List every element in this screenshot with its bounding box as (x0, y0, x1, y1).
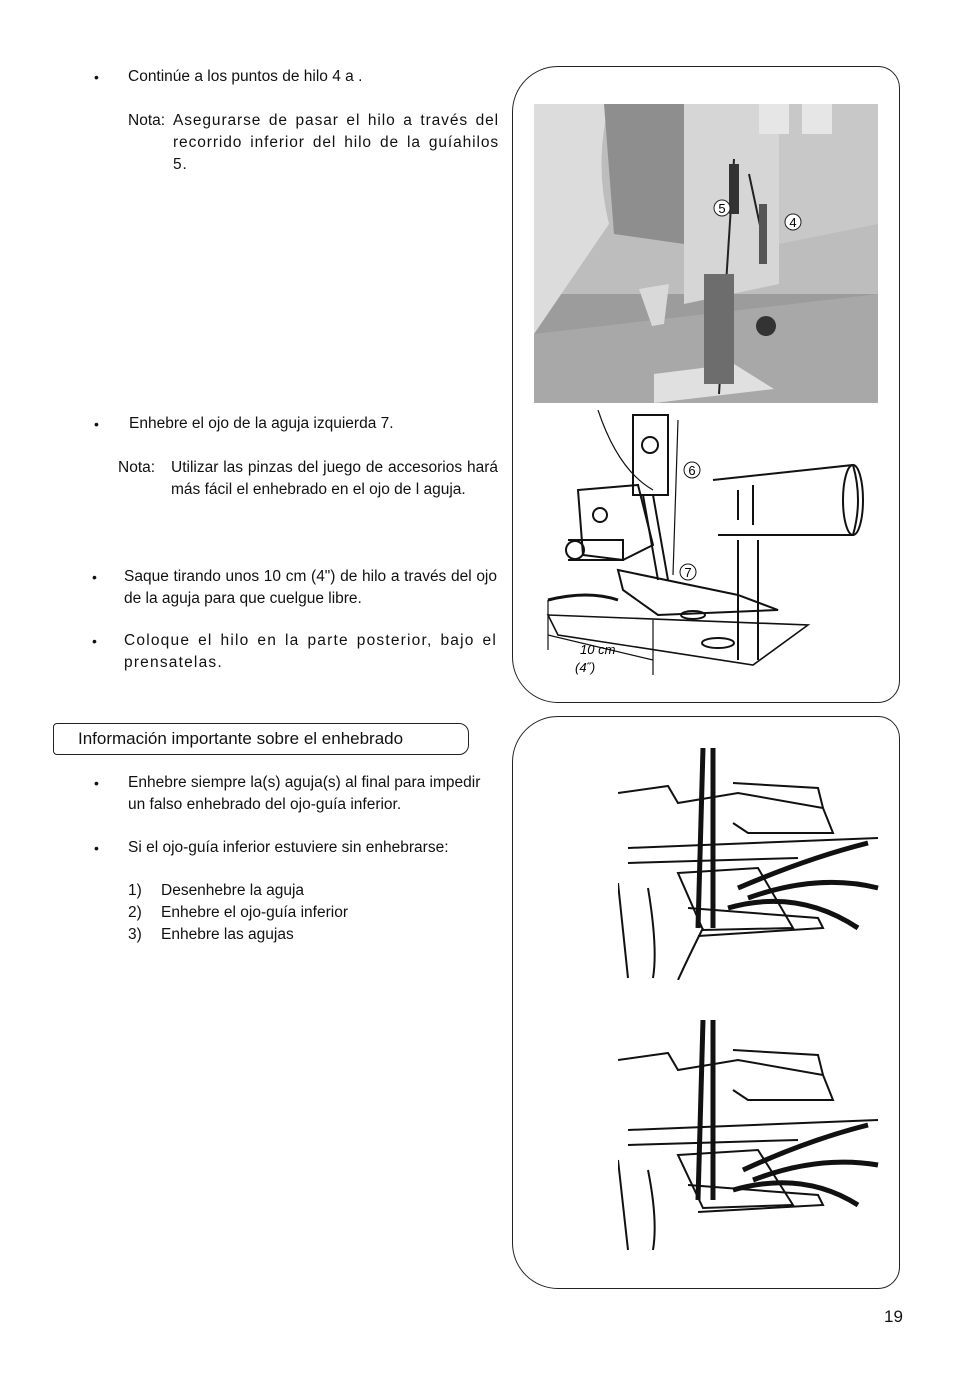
bullet-symbol: • (94, 775, 99, 791)
step-item: 1) Desenhebre la aguja (128, 882, 305, 899)
step-list (128, 880, 348, 946)
bullet-symbol: • (94, 69, 99, 85)
nota-label: Nota: (128, 112, 166, 129)
bullet-pull-thread: Saque tirando unos 10 cm (4") de hilo a través del ojo de la aguja para que cuelgue libre. (124, 568, 497, 607)
bullet-thread-needles-last: Enhebre siempre la(s) aguja(s) al final para impedir un falso enhebrado del ojo-guía inferior. (128, 774, 481, 813)
step-item: 2) Enhebre el ojo-guía inferior (128, 904, 348, 921)
bullet-continue-threading: Continúe a los puntos de hilo 4 a . (128, 68, 363, 85)
bullet-thread-left-needle: Enhebre el ojo de la aguja izquierda 7. (129, 415, 394, 432)
drawing-label-7: 7 (684, 565, 692, 580)
bullet-symbol: • (92, 633, 97, 649)
looper-drawing-top (618, 748, 888, 980)
photo-label-5: 5 (718, 201, 726, 216)
bullet-symbol: • (94, 840, 99, 856)
drawing-label-6: 6 (688, 463, 696, 478)
bullet-if-unthreaded: Si el ojo-guía inferior estuviere sin enhebrarse: (128, 839, 449, 856)
measure-label-inch: (4˝) (575, 660, 596, 675)
looper-drawing-bottom (618, 1020, 888, 1250)
section-heading-box (53, 723, 469, 755)
serger-photo (534, 104, 878, 403)
photo-label-4: 4 (789, 215, 797, 230)
page-number: 19 (884, 1307, 903, 1326)
needle-threading-drawing (538, 410, 878, 685)
step-item: 3) Enhebre las agujas (128, 926, 294, 943)
nota-text-thread-path: Asegurarse de pasar el hilo a través del recorrido inferior del hilo de la guíahilos 5. (173, 112, 499, 173)
bullet-thread-under-foot: Coloque el hilo en la parte posterior, bajo el prensatelas. (124, 632, 497, 671)
measure-label-cm: 10 cm (580, 642, 616, 657)
section-heading: Información importante sobre el enhebrado (78, 729, 404, 748)
nota-text-tweezers: Utilizar las pinzas del juego de accesorios hará más fácil el enhebrado en el ojo de l aguja. (171, 459, 498, 498)
nota-label: Nota: (118, 459, 156, 476)
bullet-symbol: • (94, 416, 99, 432)
bullet-symbol: • (92, 569, 97, 585)
